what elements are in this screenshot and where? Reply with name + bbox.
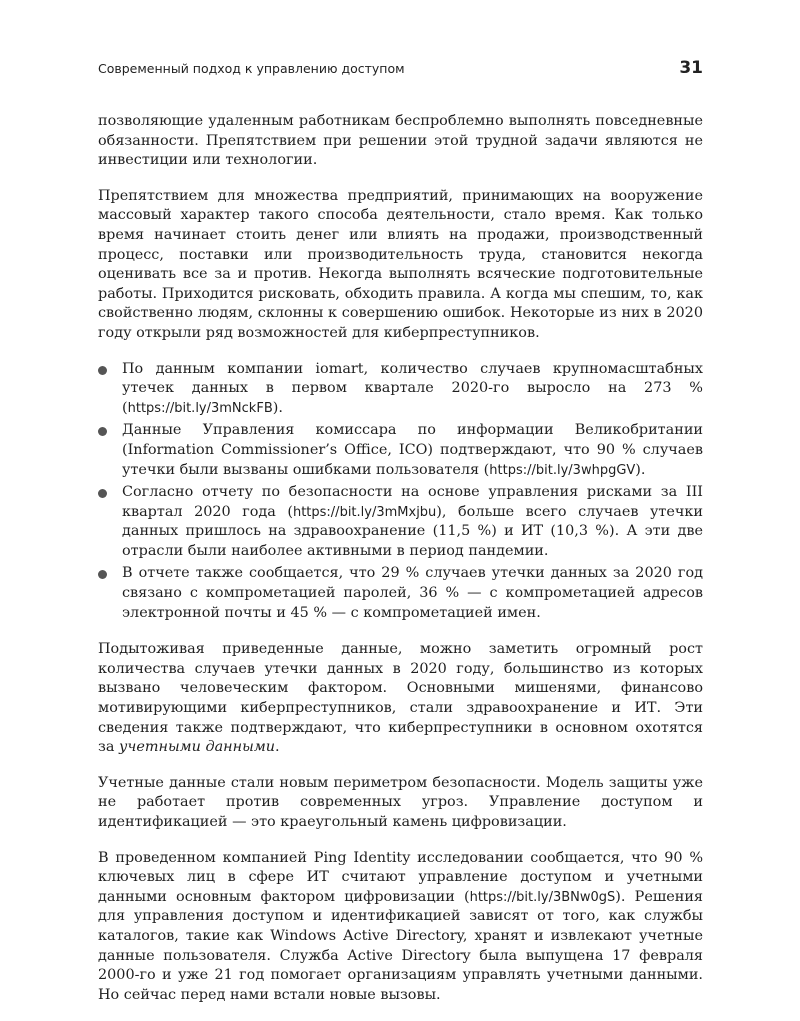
chapter-title: Современный подход к управлению доступом — [98, 61, 405, 76]
source-url: https://bit.ly/3whpgGV — [489, 462, 636, 478]
list-item-text-end: ), больше всего случаев утечки данных пришлось на здравоохранение (11,5 %) и ИТ (10,3 %). А эти две отрасли были наиболее активными в период пандемии. — [122, 503, 703, 559]
list-item-text-end: ). — [272, 399, 283, 416]
book-page — [98, 58, 703, 1021]
list-item-text: Данные Управления комиссара по информации Великобритании (Information Commissioner’s Office, ICO) подтверждают, что 90 % случаев утечки были вызваны ошибками пользователя ( — [122, 422, 703, 478]
paragraph-5-end: ). Решения для управления доступом и идентификацией зависят от того, как службы каталогов, такие как Windows Active Directory, хранят и извлекают учетные данные пользователя. Служба Active Directory была выпущена 17 февраля 2000-го и уже 21 год помогает организациям управлять учетными данными. Но сейчас перед нами встали новые вызовы. — [98, 888, 703, 1003]
statistics-list — [98, 360, 703, 624]
bullet-icon — [98, 489, 107, 498]
paragraph-5 — [98, 849, 703, 1006]
paragraph-1: позволяющие удаленным работникам беспроблемно выполнять повседневные обязанности. Препятствием при решении этой трудной задачи являются не инвестиции или технологии. — [98, 113, 703, 169]
bullet-icon — [98, 366, 107, 375]
paragraph-3 — [98, 640, 703, 758]
list-item — [98, 421, 703, 480]
paragraph-4: Учетные данные стали новым периметром безопасности. Модель защиты уже не работает против современных угроз. Управление доступом и идентификацией — это краеугольный камень цифровизации. — [98, 774, 703, 830]
source-url: https://bit.ly/3mNckFB — [127, 400, 273, 416]
paragraph-5-text: В проведенном компанией Ping Identity исследовании сообщается, что 90 % ключевых лиц в сфере ИТ считают управление доступом и учетными данными основным фактором цифровизации ( — [98, 849, 703, 905]
bullet-icon — [98, 570, 107, 579]
source-url: https://bit.ly/3BNw0gS — [469, 889, 616, 905]
list-item — [98, 483, 703, 561]
list-item — [98, 564, 703, 623]
list-item-text: По данным компании iomart, количество случаев крупномасштабных утечек данных в первом квартале 2020-го выросло на 273 % ( — [122, 360, 703, 416]
source-url: https://bit.ly/3mMxjbu — [292, 504, 437, 520]
list-item — [98, 360, 703, 419]
emphasis-text: учетными данными — [119, 739, 276, 756]
page-number: 31 — [679, 58, 703, 78]
paragraph-3-end: . — [275, 739, 280, 756]
bullet-icon — [98, 427, 107, 436]
list-item-text: В отчете также сообщается, что 29 % случаев утечки данных за 2020 год связано с компрометацией паролей, 36 % — с компрометацией адресов электронной почты и 45 % — с компрометацией имен. — [122, 565, 703, 621]
running-header — [98, 58, 703, 88]
paragraph-3-text: Подытоживая приведенные данные, можно заметить огромный рост количества случаев утечки данных в 2020 году, большинство из которых вызвано человеческим фактором. Основными мишенями, финансово мотивирующими киберпреступников, стали здравоохранение и ИТ. Эти сведения также подтверждают, что киберпреступники в основном охотятся за — [98, 641, 703, 756]
list-item-text: Согласно отчету по безопасности на основе управления рисками за III квартал 2020 года ( — [122, 484, 703, 520]
list-item-text-end: ). — [635, 461, 646, 478]
paragraph-2: Препятствием для множества предприятий, принимающих на вооружение массовый характер такого способа деятельности, стало время. Как только время начинает стоить денег или влиять на продажи, производственный процесс, поставки или производительность труда, становится некогда оценивать все за и против. Некогда выполнять всяческие подготовительные работы. Приходится рисковать, обходить правила. А когда мы спешим, то, как свойственно людям, склонны к совершению ошибок. Некоторые из них в 2020 году открыли ряд возможностей для киберпреступников. — [98, 187, 703, 341]
